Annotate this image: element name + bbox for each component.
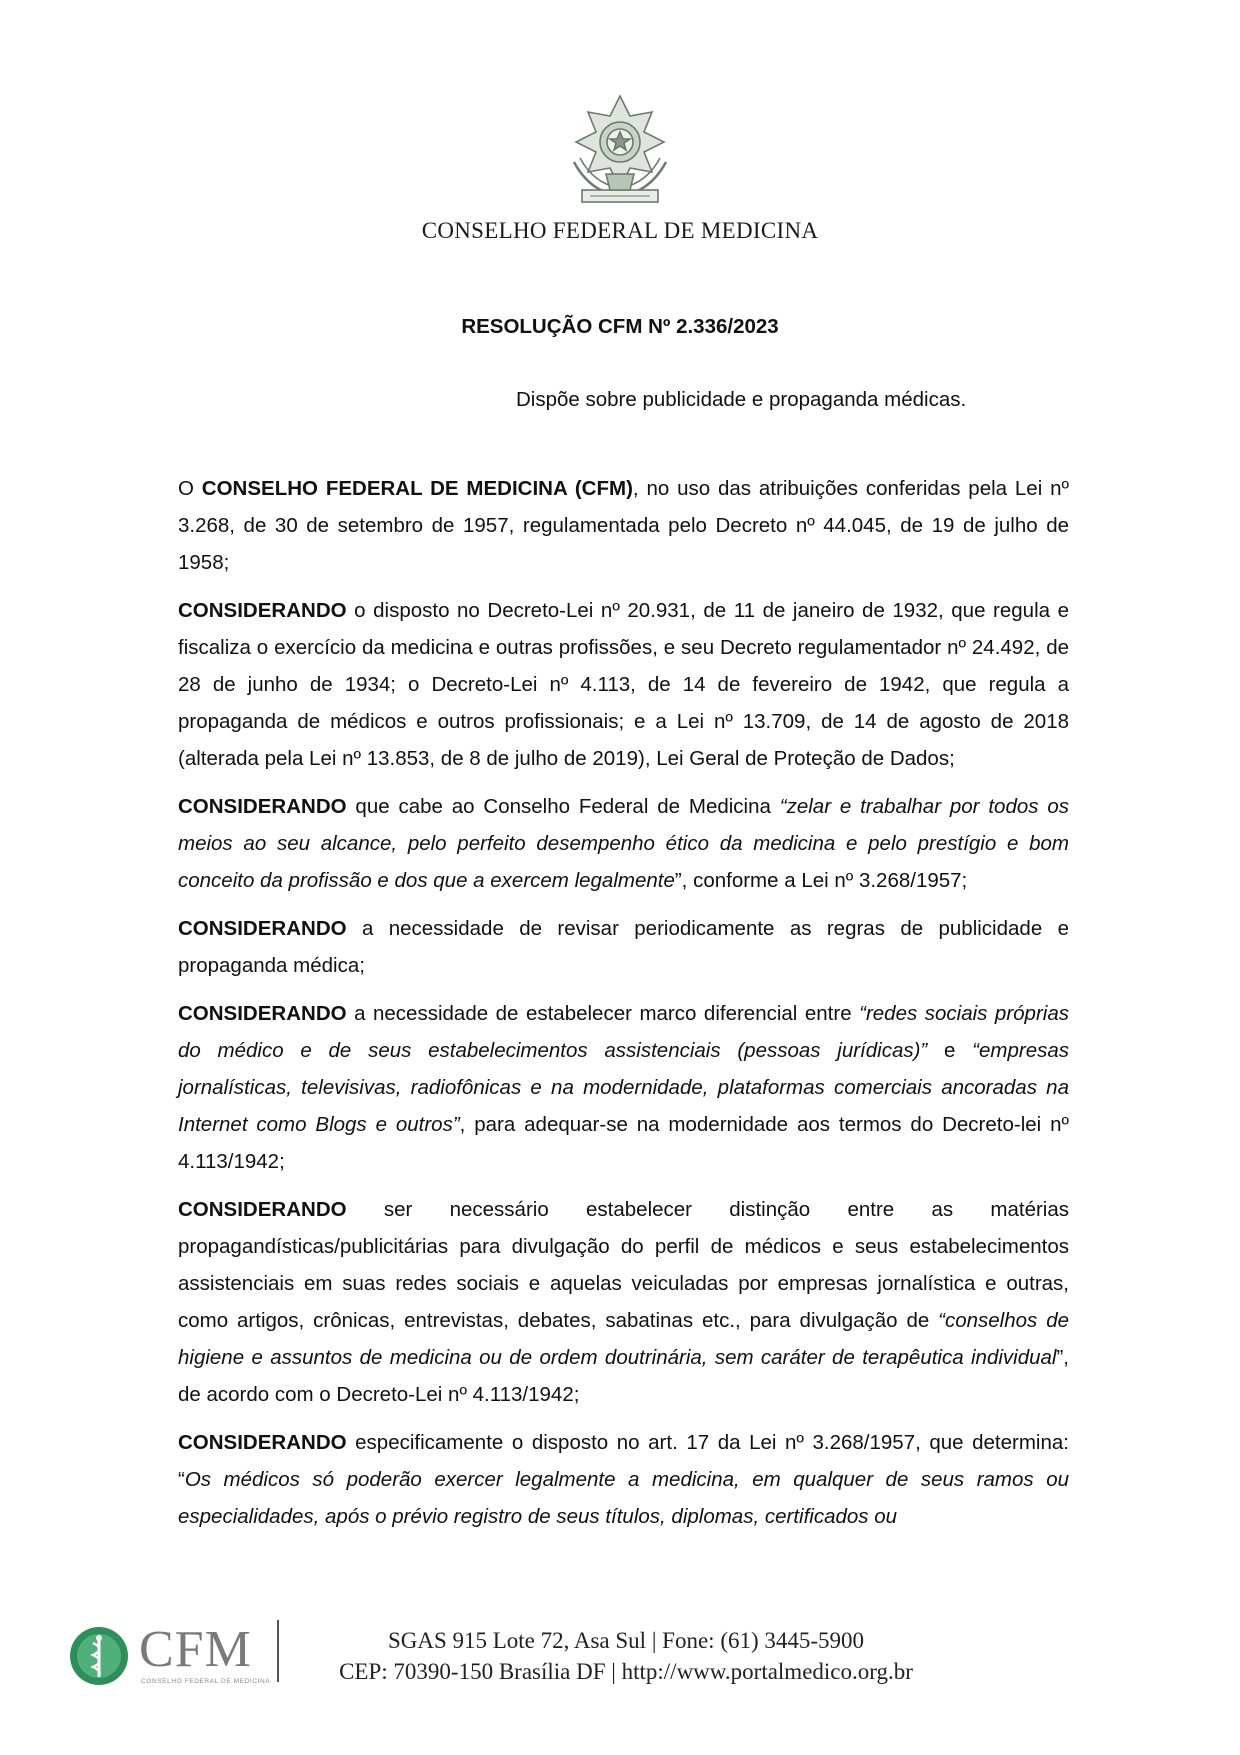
considerando-label: CONSIDERANDO xyxy=(178,1002,347,1025)
considerando-text: que cabe ao Conselho Federal de Medicina xyxy=(346,795,780,818)
preamble-text: , no uso das atribuições conferidas pela Lei nº 3.268, de 30 de setembro de 1957, regulamentada pelo Decreto nº 44.045, de 19 de julho de 1958; xyxy=(178,477,1069,574)
considerando-paragraph-5 xyxy=(178,1191,1069,1413)
considerando-text: ”, de acordo com o Decreto-Lei nº 4.113/1942; xyxy=(178,1346,1069,1406)
cfm-caduceus-logo-icon xyxy=(68,1625,130,1687)
resolution-ementa: Dispõe sobre publicidade e propaganda médicas. xyxy=(516,388,967,411)
footer-contact: CEP: 70390-150 Brasília DF | http://www.portalmedico.org.br xyxy=(339,1659,913,1684)
considerando-text: a necessidade de estabelecer marco diferencial entre xyxy=(346,1002,860,1025)
considerando-label: CONSIDERANDO xyxy=(178,1431,347,1454)
considerando-text: o disposto no Decreto-Lei nº 20.931, de 11 de janeiro de 1932, que regula e fiscaliza o exercício da medicina e outras profissões, e seu Decreto regulamentador nº 24.492, de 28 de junho de 1934; o Decreto-Lei nº 4.113, de 14 de fevereiro de 1942, que regula a propaganda de médicos e outros profissionais; e a Lei nº 13.709, de 14 de agosto de 2018 (alterada pela Lei nº 13.853, de 8 de julho de 2019), Lei Geral de Proteção de Dados; xyxy=(178,599,1069,770)
footer-divider xyxy=(277,1620,279,1682)
cfm-logo-text: CFM xyxy=(139,1621,252,1678)
considerando-text: ser necessário estabelecer distinção entre as matérias propagandísticas/publicitárias para divulgação do perfil de médicos e seus estabelecimentos assistenciais em suas redes sociais e aquelas veiculadas por empresas jornalística e outras, como artigos, crônicas, entrevistas, debates, sabatinas etc., para divulgação de xyxy=(178,1198,1069,1332)
cfm-logo-subtitle: CONSELHO FEDERAL DE MEDICINA xyxy=(141,1678,271,1685)
quoted-text: Os médicos só poderão exercer legalmente a medicina, em qualquer de seus ramos ou especialidades, após o prévio registro de seus títulos, diplomas, certificados ou xyxy=(178,1468,1069,1528)
considerando-text: ”, conforme a Lei nº 3.268/1957; xyxy=(674,869,968,892)
considerando-text: , para adequar-se na modernidade aos termos do Decreto-lei nº 4.113/1942; xyxy=(178,1113,1069,1173)
considerando-paragraph-4 xyxy=(178,995,1069,1180)
considerando-paragraph-1 xyxy=(178,592,1069,777)
considerando-text: e xyxy=(927,1039,973,1062)
quoted-text: “conselhos de higiene e assuntos de medicina ou de ordem doutrinária, sem caráter de terapêutica individual xyxy=(178,1309,1069,1369)
brazil-coat-of-arms-icon xyxy=(560,92,680,210)
quoted-text: “zelar e trabalhar por todos os meios ao seu alcance, pelo perfeito desempenho ético da medicina e pelo prestígio e bom conceito da profissão e dos que a exercem legalmente xyxy=(178,795,1069,892)
council-name-bold: CONSELHO FEDERAL DE MEDICINA (CFM) xyxy=(201,477,633,500)
considerando-label: CONSIDERANDO xyxy=(178,917,347,940)
considerando-label: CONSIDERANDO xyxy=(178,599,347,622)
preamble-paragraph xyxy=(178,470,1069,581)
considerando-label: CONSIDERANDO xyxy=(178,795,347,818)
considerando-label: CONSIDERANDO xyxy=(178,1198,347,1221)
considerando-text: a necessidade de revisar periodicamente as regras de publicidade e propaganda médica; xyxy=(178,917,1069,977)
footer-address: SGAS 915 Lote 72, Asa Sul | Fone: (61) 3445-5900 xyxy=(387,1628,865,1653)
council-name: CONSELHO FEDERAL DE MEDICINA xyxy=(421,218,819,243)
resolution-title: RESOLUÇÃO CFM Nº 2.336/2023 xyxy=(461,315,779,338)
considerando-paragraph-6 xyxy=(178,1424,1069,1535)
preamble-text: O xyxy=(178,477,202,500)
considerando-paragraph-3 xyxy=(178,910,1069,984)
considerando-paragraph-2 xyxy=(178,788,1069,899)
resolution-body xyxy=(178,470,1069,1546)
quoted-text: “empresas jornalísticas, televisivas, radiofônicas e na modernidade, plataformas comerciais ancoradas na Internet como Blogs e outros” xyxy=(178,1039,1069,1136)
considerando-text: especificamente o disposto no art. 17 da Lei nº 3.268/1957, que determina: “ xyxy=(178,1431,1069,1491)
quoted-text: “redes sociais próprias do médico e de seus estabelecimentos assistenciais (pessoas jurídicas)” xyxy=(178,1002,1069,1062)
